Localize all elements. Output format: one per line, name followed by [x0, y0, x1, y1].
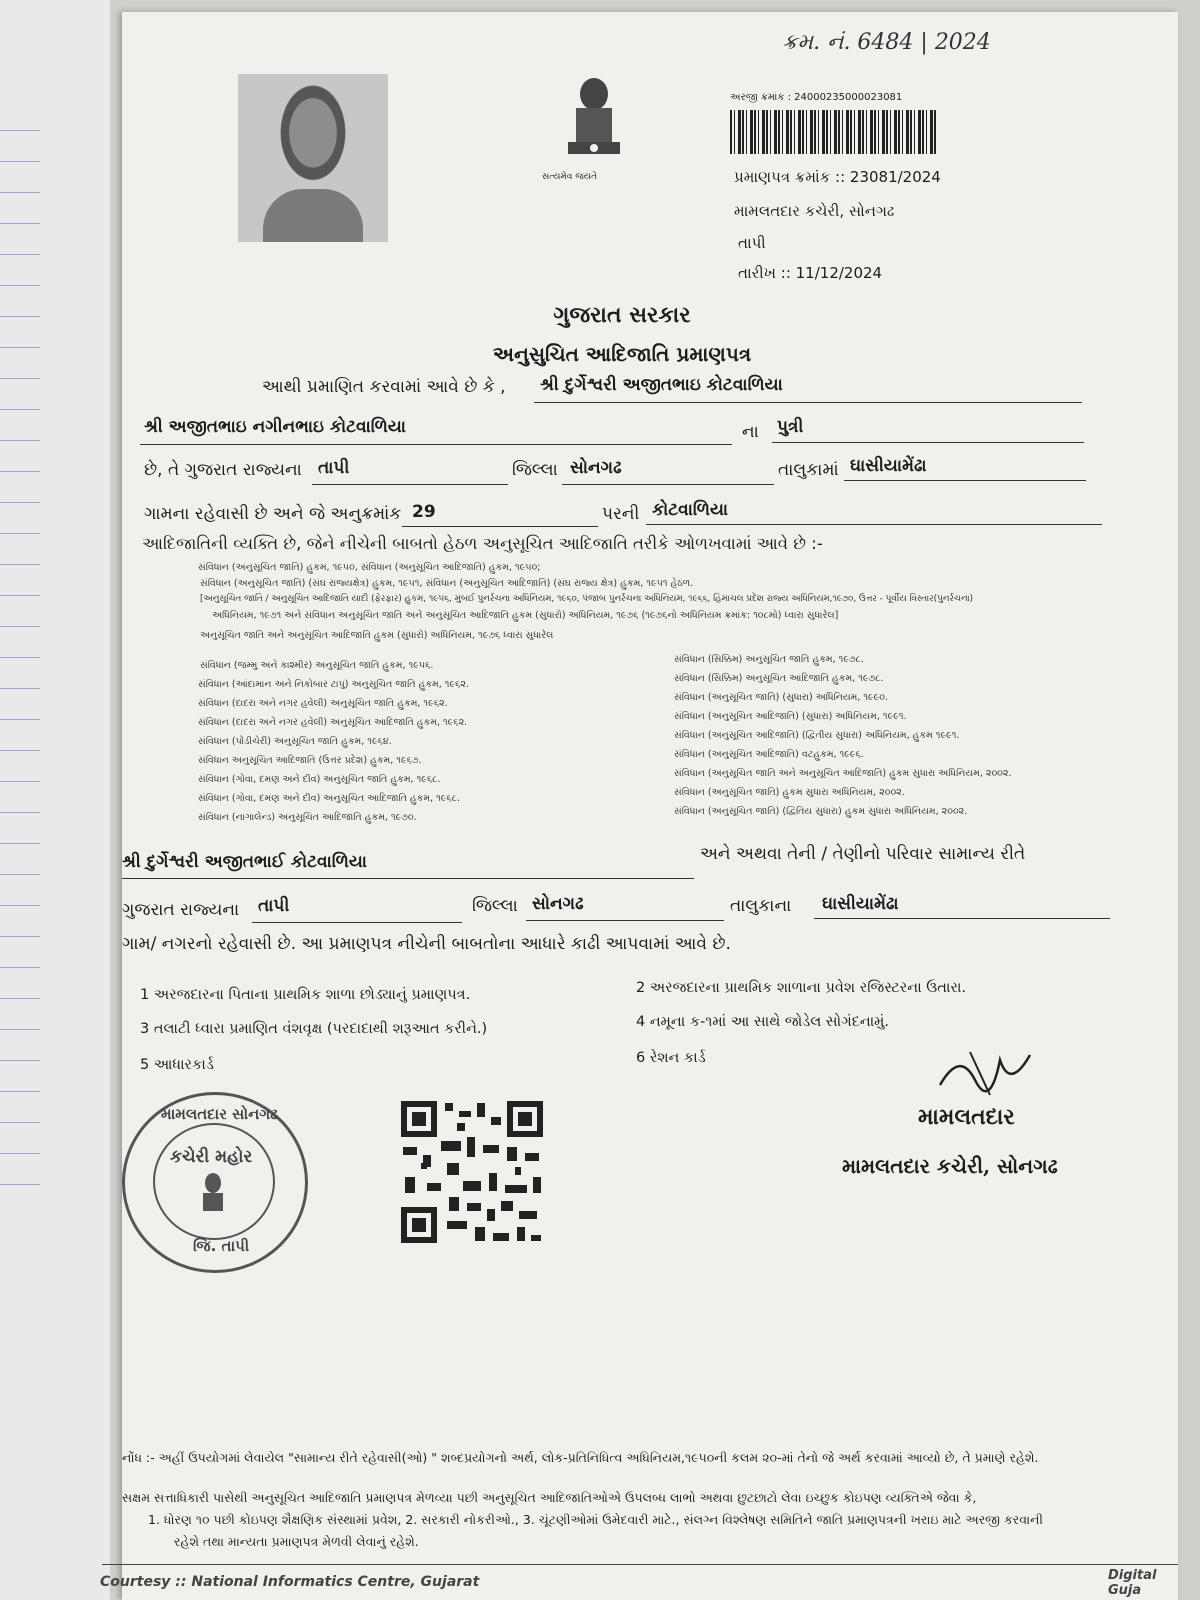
residence-subdistrict: સોનગઢ — [532, 894, 584, 914]
document-item-1: 1 અરજદારના પિતાના પ્રાથમિક શાળા છોડ્યાનું પ્રમાણપત્ર. — [140, 987, 471, 1003]
seal-emblem-icon — [195, 1171, 231, 1219]
father-name: શ્રી અજીતભાઇ નગીનભાઇ કોટવાળિયા — [144, 417, 406, 437]
document-item-6: 6 રેશન કાર્ડ — [636, 1050, 706, 1066]
district-name: તાપી — [738, 234, 766, 252]
state-district: તાપી — [318, 458, 350, 478]
document-item-5: 5 આધારકાર્ડ — [140, 1057, 214, 1073]
government-title: ગુજરાત સરકાર — [553, 302, 691, 328]
village: ઘાસીયામેંઢા — [850, 456, 927, 476]
office-seal-stamp: મામલતદાર સોનગઢ કચેરી મહોર જિ. તાપી — [122, 1092, 308, 1273]
basis-statement: ગામ/ નગરનો રહેવાસી છે. આ પ્રમાણપત્ર નીચેની બાબતોના આધારે કાઢી આપવામાં આવે છે. — [122, 934, 731, 954]
residence-village: ઘાસીયામેંઢા — [822, 894, 899, 914]
recognition-statement: આદિજાતિની વ્યક્તિ છે, જેને નીચેની બાબતો હેઠળ અનુસૂચિત આદિજાતિ તરીકે ઓળખવામાં આવે છે :- — [142, 534, 823, 553]
note-line-4: રહેશે તથા માન્યતા પ્રમાણપત્ર મેળવી લેવાનું રહેશે. — [174, 1534, 419, 1549]
applicant-name-repeat: શ્રી દુર્ગેશ્વરી અજીતભાઈ કોટવાળિયા — [122, 852, 367, 872]
issue-date: તારીખ :: 11/12/2024 — [738, 264, 883, 282]
document-item-2: 2 અરજદારના પ્રાથમિક શાળાના પ્રવેશ રજિસ્ટરના ઉતારા. — [636, 980, 967, 996]
officer-signature — [930, 1040, 1040, 1100]
digital-gujarat-footer: Digital Guja — [1108, 1568, 1157, 1598]
applicant-name: શ્રી દુર્ગેશ્વરી અજીતભાઇ કોટવાળિયા — [540, 375, 783, 395]
handwritten-reference: ક્રમ. નં. 6484 | 2024 — [782, 30, 991, 55]
sub-district: સોનગઢ — [570, 458, 622, 478]
note-line-2: સક્ષમ સત્તાધિકારી પાસેથી અનુસૂચિત આદિજાતિ પ્રમાણપત્ર મેળવ્યા પછી અનુસૂચિત આદિજાતિઓએ ઉપલબ્ધ લાભો અથવા છુટછાટો લેવા ઇચ્છુક કોઇપણ વ્યક્તિએ જેવા કે, — [122, 1490, 977, 1505]
caste-name: કોટવાળિયા — [652, 500, 729, 520]
signatory-title: મામલતદાર — [918, 1104, 1015, 1130]
serial-number: 29 — [412, 502, 436, 522]
signatory-office: મામલતદાર કચેરી, સોનગઢ — [842, 1154, 1058, 1178]
certificate-page: ક્રમ. નં. 6484 | 2024 સત્યમેવ જયતે અરજી ક્રમાંક : 24000235000023081 પ્રમાણપત્ર ક્રમાંક :: 23081/2024 મામલતદાર કચેરી, સોનગઢ તાપી તારીખ :: 11/12/2024 ગુજરાત સરકાર અનુસુચિત આદિજાતિ પ્રમાણપત્ર આથી પ્રમાણિત કરવામાં આવે છે કે , શ્રી દુર્ગેશ્વરી અજીતભાઇ કોટવાળિયા શ્રી અજીતભાઇ નગીનભાઇ કોટવાળિયા ના પુત્રી છે, તે ગુજરાત રાજ્યના તાપી જિલ્લા સોનગઢ તાલુકામાં ઘાસીયામેંઢા ગામના રહેવાસી છે અને જે અનુક્રમાંક 29 પરની કોટવાળિયા આદિજાતિની વ્યક્તિ છે, જેને નીચેની બાબતો હેઠળ અનુસૂચિત આદિજાતિ તરીકે ઓળખવામાં આવે છે :- સંવિધાન (અનુસૂચિત જાતિ) હુકમ, ૧૯૫૦, સંવિધાન (અનુસૂચિત આદિજાતિ) હુકમ, ૧૯૫૦; સંવિધાન (અનુસૂચિત જાતિ) (સંઘ રાજ્યક્ષેત્ર) હુકમ, ૧૯૫૧, સંવિધાન (અનુસૂચિત આદિજાતિ) (સંઘ રાજ્ય ક્ષેત્ર) હુકમ, ૧૯૫૧ હેઠળ. [અનુસૂચિત જાતિ / અનુસૂચિત આદિજાતિ યાદી (ફેરફાર) હુકમ, ૧૯૫૬, મુંબઈ પુનર્રચના અધિનિયમ, ૧૯૬૦, પંજાબ પુનર્રચના અધિનિયમ, ૧૯૬૬, હિમાચલ પ્રદેશ રાજ્ય અધિનિયમ,૧૯૭૦, ઉત્તર - પૂર્વીય વિસ્તાર(પુનર્રચના) અધિનિયમ, ૧૯૭૧ અને સંવિધાન અનુસૂચિત જાતિ અને અનુસૂચિત આદિજાતિ હુકમ (સુધારો) અધિનિયમ, ૧૯૭૬ (૧૯૭૬નો અધિનિયમ ક્રમાંક: ૧૦૮મો) ધ્વારા સુધારેલ] અનુસૂચિત જાતિ અને અનુસૂચિત આદિજાતિ હુકમ (સુધારો) અધિનિયમ, ૧૯૭૬ ધ્વારા સુધારેલ સંવિધાન (જમ્મુ અને કાશ્મીર) અનુસૂચિત જાતિ હુકમ, ૧૯૫૬. સંવિધાન (આંદામાન અને નિકોબાર ટાપુ) અનુસૂચિત જાતિ હુકમ, ૧૯૬૨. સંવિધાન (દાદરા અને નગર હવેલી) અનુસૂચિત જાતિ હુકમ, ૧૯૬૨. સંવિધાન (દાદરા અને નગર હવેલી) અનુસૂચિત આદિજાતિ હુકમ, ૧૯૬૨. સંવિધાન (પોંડીચેરી) અનુસૂચિત જાતિ હુકમ, ૧૯૬૪. સંવિધાન અનુસૂચિત આદિજાતિ (ઉત્તર પ્રદેશ) હુકમ, ૧૯૬૭. સંવિધાન (ગોવા, દમણ અને દીવ) અનુસૂચિત જાતિ હુકમ, ૧૯૬૮. સંવિધાન (ગોવા, દમણ અને દીવ) અનુસૂચિત આદિજાતિ હુકમ, ૧૯૬૮. સંવિધાન (નાગાલેન્ડ) અનુસૂચિત આદિજાતિ હુકમ, ૧૯૭૦. સંવિધાન (સિક્કિમ) અનુસૂચિત જાતિ હુકમ, ૧૯૭૮. સંવિધાન (સિક્કિમ) અનુસૂચિત આદિજાતિ હુકમ, ૧૯૭૮. સંવિધાન (અનુસૂચિત જાતિ) (સુધારા) અધિનિયમ, ૧૯૯૦. સંવિધાન (અનુસૂચિત આદિજાતિ) (સુધારા) અધિનિયમ, ૧૯૯૧. સંવિધાન (અનુસૂચિત આદિજાતિ) (દ્વિતીય સુધારા) અધિનિયમ, હુકમ ૧૯૯૧. સંવિધાન (અનુસૂચિત આદિજાતિ) વટહુકમ, ૧૯૯૬. સંવિધાન (અનુસૂચિત જાતિ અને અનુસૂચિત આદિજાતિ) હુકમ સુધારા અધિનિયમ, ૨૦૦૨. સંવિધાન (અનુસૂચિત જાતિ) હુકમ સુધારા અધિનિયમ, ૨૦૦૨. સંવિધાન (અનુસૂચિત જાતિ) (દ્વિતિય સુધારા) હુકમ સુધારા અધિનિયમ, ૨૦૦૨. શ્રી દુર્ગેશ્વરી અજીતભાઈ કોટવાળિયા અને અથવા તેની / તેણીનો પરિવાર સામાન્ય રીતે ગુજરાત રાજ્યના તાપી જિલ્લા સોનગઢ તાલુકાના ઘાસીયામેંઢા ગામ/ નગરનો રહેવાસી છે. આ પ્રમાણપત્ર નીચેની બાબતોના આધારે કાઢી આપવામાં આવે છે. 1 અરજદારના પિતાના પ્રાથમિક શાળા છોડ્યાનું પ્રમાણપત્ર. 2 અરજદારના પ્રાથમિક શાળાના પ્રવેશ રજિસ્ટરના ઉતારા. 3 તલાટી ધ્વારા પ્રમાણિત વંશવૃક્ષ (પરદાદાથી શરૂઆત કરીને.) 4 નમૂના ક-૧માં આ સાથે જોડેલ સોગંદનામું. 5 આધારકાર્ડ 6 રેશન કાર્ડ મામલતદાર સોનગઢ કચેરી મહોર જિ. તાપી મામલતદાર મામલતદાર કચેરી, સોનગઢ નોંધ :- અહીં ઉપયોગમાં લેવાયેલ "સામાન્ય રીતે રહેવાસી(ઓ) " શબ્દપ્રયોગનો અર્થ, લોક-પ્રતિનિધિત્વ અધિનિયમ,૧૯૫૦ની કલમ ૨૦-માં તેનો જે અર્થ કરવામાં આવ્યો છે, તે પ્રમાણે રહેશે. સક્ષમ સત્તાધિકારી પાસેથી અનુસૂચિત આદિજાતિ પ્રમાણપત્ર મેળવ્યા પછી અનુસૂચિત આદિજાતિઓએ ઉપલબ્ધ લાભો અથવા છુટછાટો લેવા ઇચ્છુક કોઇપણ વ્યક્તિએ જેવા કે, 1. ધોરણ ૧૦ પછી કોઇપણ શૈક્ષણિક સંસ્થામાં પ્રવેશ, 2. સરકારી નોકરીઓ., 3. ચૂંટણીઓમાં ઉમેદવારી માટે., સંલગ્ન વિશ્લેષણ સમિતિને જાતિ પ્રમાણપત્રની ખરાઇ માટે અરજી કરવાની રહેશે તથા માન્યતા પ્રમાણપત્ર મેળવી લેવાનું રહેશે. Courtesy :: National Informatics Centre, Gujarat Digital Guja — [122, 12, 1178, 1600]
relation: પુત્રી — [777, 417, 804, 437]
application-number: અરજી ક્રમાંક : 24000235000023081 — [730, 92, 903, 103]
residence-district: તાપી — [258, 896, 290, 916]
applicant-photo — [238, 74, 388, 242]
verification-qr-code — [397, 1097, 547, 1247]
certify-label: આથી પ્રમાણિત કરવામાં આવે છે કે , — [262, 377, 506, 397]
certificate-title: અનુસુચિત આદિજાતિ પ્રમાણપત્ર — [492, 342, 752, 366]
note-line-3: 1. ધોરણ ૧૦ પછી કોઇપણ શૈક્ષણિક સંસ્થામાં પ્રવેશ, 2. સરકારી નોકરીઓ., 3. ચૂંટણીઓમાં ઉમેદવારી માટે., સંલગ્ન વિશ્લેષણ સમિતિને જાતિ પ્રમાણપત્રની ખરાઇ માટે અરજી કરવાની — [148, 1512, 1043, 1527]
barcode — [730, 110, 938, 154]
note-line-1: નોંધ :- અહીં ઉપયોગમાં લેવાયેલ "સામાન્ય રીતે રહેવાસી(ઓ) " શબ્દપ્રયોગનો અર્થ, લોક-પ્રતિનિધિત્વ અધિનિયમ,૧૯૫૦ની કલમ ૨૦-માં તેનો જે અર્થ કરવામાં આવ્યો છે, તે પ્રમાણે રહેશે. — [122, 1450, 1039, 1465]
document-item-4: 4 નમૂના ક-૧માં આ સાથે જોડેલ સોગંદનામું. — [636, 1014, 890, 1030]
certificate-number: પ્રમાણપત્ર ક્રમાંક :: 23081/2024 — [734, 168, 941, 186]
issuing-office: મામલતદાર કચેરી, સોનગઢ — [734, 202, 895, 220]
state-emblem-icon — [554, 72, 634, 172]
document-item-3: 3 તલાટી ધ્વારા પ્રમાણિત વંશવૃક્ષ (પરદાદાથી શરૂઆત કરીને.) — [140, 1021, 488, 1037]
background-page-strip — [0, 0, 110, 1600]
courtesy-footer: Courtesy :: National Informatics Centre, Gujarat — [100, 1574, 480, 1590]
emblem-caption: સત્યમેવ જયતે — [542, 172, 598, 182]
